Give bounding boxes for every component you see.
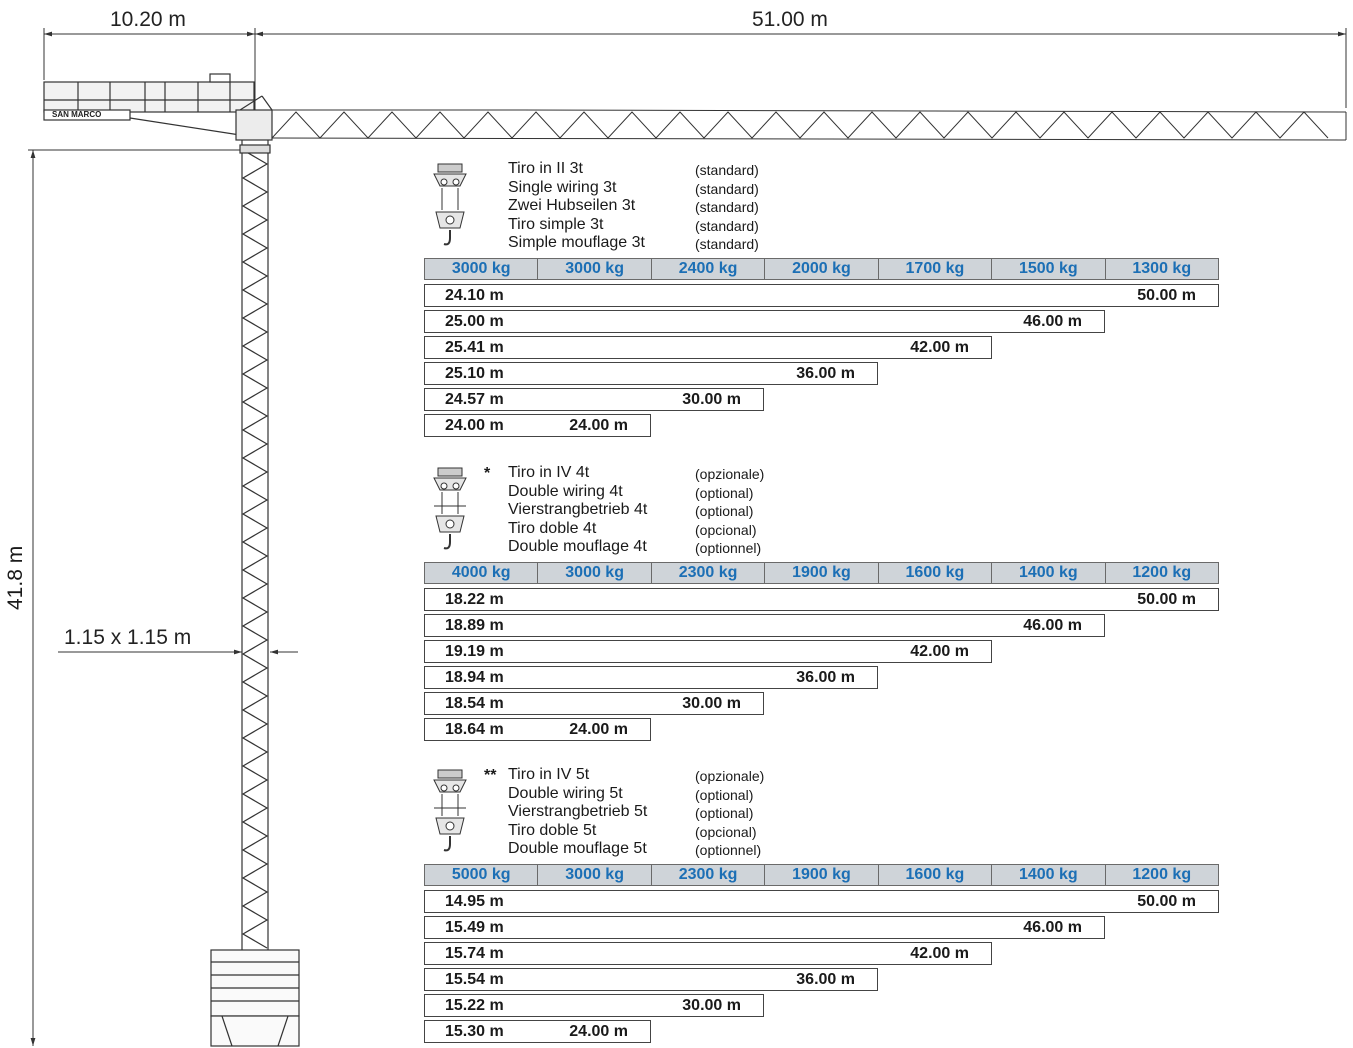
bar-end-length: 50.00 m: [1137, 591, 1196, 608]
mode-tag: (standard): [695, 236, 759, 252]
load-cell: 1700 kg: [879, 259, 992, 279]
bar-end-length: 46.00 m: [1023, 313, 1082, 330]
wiring-mode-3: [424, 766, 1219, 1040]
bar-end-length: 46.00 m: [1023, 919, 1082, 936]
mode-name: Zwei Hubseilen 3t: [508, 197, 636, 214]
bar-end-length: 46.00 m: [1023, 617, 1082, 634]
radius-bar: [424, 968, 878, 991]
mode-header: [424, 766, 1219, 883]
mode-name: Tiro in IV 5t: [508, 766, 590, 783]
bar-end-length: 24.00 m: [569, 721, 628, 738]
radius-bar: [424, 1020, 651, 1043]
mode-name: Double wiring 4t: [508, 482, 623, 500]
mode-tag: (standard): [695, 199, 759, 215]
load-cell: 1600 kg: [879, 563, 992, 583]
load-cell: 3000 kg: [538, 865, 651, 885]
option-mark: *: [484, 465, 491, 482]
bar-end-length: 30.00 m: [682, 695, 741, 712]
mode-tag: (opzionale): [695, 466, 765, 482]
bar-end-length: 42.00 m: [910, 945, 969, 962]
load-cell: 1200 kg: [1132, 564, 1192, 581]
load-cell: 1500 kg: [992, 259, 1105, 279]
load-cell: 1400 kg: [992, 865, 1105, 885]
bar-end-length: 36.00 m: [796, 365, 855, 382]
bar-end-length: 36.00 m: [796, 669, 855, 686]
counter-jib-length: 10.20 m: [110, 8, 186, 31]
bar-start-length: 15.30 m: [445, 1023, 504, 1040]
base-ballast: [211, 950, 299, 1046]
bar-end-length: 42.00 m: [910, 643, 969, 660]
load-row: [424, 258, 1219, 280]
bar-start-length: 15.49 m: [445, 919, 504, 936]
bar-start-length: 14.95 m: [445, 893, 504, 910]
load-cell: 2000 kg: [765, 259, 878, 279]
load-row: [424, 562, 1219, 584]
bar-end-length: 50.00 m: [1137, 893, 1196, 910]
wiring-mode-1: [424, 160, 1219, 434]
mode-tag: (optionnel): [695, 540, 762, 556]
jib-length: 51.00 m: [752, 8, 828, 31]
load-cell: 1400 kg: [992, 563, 1105, 583]
mode-names: [508, 160, 645, 253]
mode-tag: (optional): [695, 484, 754, 501]
mode-name: Single wiring 3t: [508, 178, 617, 196]
mode-name: Double wiring 5t: [508, 784, 623, 802]
mode-name: Double mouflage 4t: [508, 538, 647, 555]
bar-start-length: 18.64 m: [445, 721, 504, 738]
radius-bar: [424, 284, 1219, 307]
radius-bar: [424, 388, 764, 411]
load-row: [424, 864, 1219, 886]
bar-start-length: 18.89 m: [445, 617, 504, 634]
bar-start-length: 15.22 m: [445, 997, 504, 1014]
radius-bar: [424, 310, 1105, 333]
mode-header: [424, 160, 1219, 277]
load-cell: 3000 kg: [425, 259, 538, 279]
bar-start-length: 24.57 m: [445, 391, 504, 408]
load-cell: 1600 kg: [879, 865, 992, 885]
mode-name: Tiro doble 4t: [508, 519, 597, 537]
load-cell: 4000 kg: [425, 563, 538, 583]
bar-end-length: 30.00 m: [682, 997, 741, 1014]
load-cell: 3000 kg: [538, 259, 651, 279]
option-mark: **: [484, 767, 497, 784]
bar-start-length: 15.54 m: [445, 971, 504, 988]
mode-tag: (standard): [695, 180, 759, 197]
load-cell: 1900 kg: [765, 563, 878, 583]
mast-section-size: 1.15 x 1.15 m: [64, 626, 192, 649]
mode-name: Tiro in II 3t: [508, 160, 583, 177]
bar-start-length: 19.19 m: [445, 643, 504, 660]
four-fall-hook-icon: [430, 466, 470, 561]
radius-bar: [424, 718, 651, 741]
radius-bar: [424, 640, 992, 663]
mode-tags: [695, 767, 764, 860]
jib: [272, 110, 1346, 140]
mode-name: Vierstrangbetrieb 5t: [508, 803, 648, 820]
bar-start-length: 18.94 m: [445, 669, 504, 686]
bar-start-length: 24.10 m: [445, 287, 504, 304]
radius-bar: [424, 994, 764, 1017]
load-cell: 3000 kg: [538, 563, 651, 583]
load-cell: 5000 kg: [425, 865, 538, 885]
radius-bar: [424, 362, 878, 385]
two-fall-hook-icon: [430, 162, 470, 257]
load-cell: 2300 kg: [652, 865, 765, 885]
mode-tags: [695, 465, 764, 558]
mode-names: [508, 766, 647, 859]
bar-end-length: 36.00 m: [796, 971, 855, 988]
bar-start-length: 25.10 m: [445, 365, 504, 382]
load-cell: 1900 kg: [765, 865, 878, 885]
bar-end-length: 30.00 m: [682, 391, 741, 408]
mode-name: Simple mouflage 3t: [508, 234, 645, 251]
bar-start-length: 18.22 m: [445, 591, 504, 608]
mode-tag: (standard): [695, 217, 759, 234]
mode-tag: (standard): [695, 162, 759, 178]
bar-start-length: 18.54 m: [445, 695, 504, 712]
counter-jib: [44, 74, 254, 135]
bar-start-length: 24.00 m: [445, 417, 504, 434]
mode-tag: (optional): [695, 503, 754, 519]
mast: [240, 140, 270, 950]
load-cell: 2400 kg: [652, 259, 765, 279]
mode-tag: (optional): [695, 786, 754, 803]
mode-tag: (optionnel): [695, 842, 762, 858]
radius-bar: [424, 890, 1219, 913]
bar-start-length: 25.41 m: [445, 339, 504, 356]
radius-bar: [424, 588, 1219, 611]
radius-bar: [424, 942, 992, 965]
bar-end-length: 42.00 m: [910, 339, 969, 356]
mode-tags: [695, 161, 759, 254]
brand-logo: SAN MARCO: [52, 110, 102, 119]
bar-end-length: 24.00 m: [569, 417, 628, 434]
radius-bar: [424, 336, 992, 359]
mode-tag: (opcional): [695, 823, 757, 840]
mode-tag: (opcional): [695, 521, 757, 538]
mode-name: Tiro in IV 4t: [508, 464, 590, 481]
four-fall-hook-icon: [430, 768, 470, 863]
mode-names: [508, 464, 647, 557]
radius-bar: [424, 414, 651, 437]
mode-header: [424, 464, 1219, 581]
tower-height: 41.8 m: [4, 545, 27, 610]
radius-bar: [424, 614, 1105, 637]
wiring-mode-2: [424, 464, 1219, 738]
mode-name: Double mouflage 5t: [508, 840, 647, 857]
mode-name: Tiro doble 5t: [508, 821, 597, 839]
load-cell: 1200 kg: [1132, 866, 1192, 883]
load-cell: 2300 kg: [652, 563, 765, 583]
bar-start-length: 15.74 m: [445, 945, 504, 962]
bar-start-length: 25.00 m: [445, 313, 504, 330]
mode-tag: (optional): [695, 805, 754, 821]
radius-bar: [424, 916, 1105, 939]
mode-tag: (opzionale): [695, 768, 765, 784]
mode-name: Vierstrangbetrieb 4t: [508, 501, 648, 518]
bar-end-length: 24.00 m: [569, 1023, 628, 1040]
jib-dimension-line: [255, 28, 1346, 108]
load-cell: 1300 kg: [1132, 260, 1192, 277]
mode-name: Tiro simple 3t: [508, 215, 604, 233]
radius-bar: [424, 692, 764, 715]
radius-bar: [424, 666, 878, 689]
height-dimension-line: [28, 150, 250, 1046]
bar-end-length: 50.00 m: [1137, 287, 1196, 304]
